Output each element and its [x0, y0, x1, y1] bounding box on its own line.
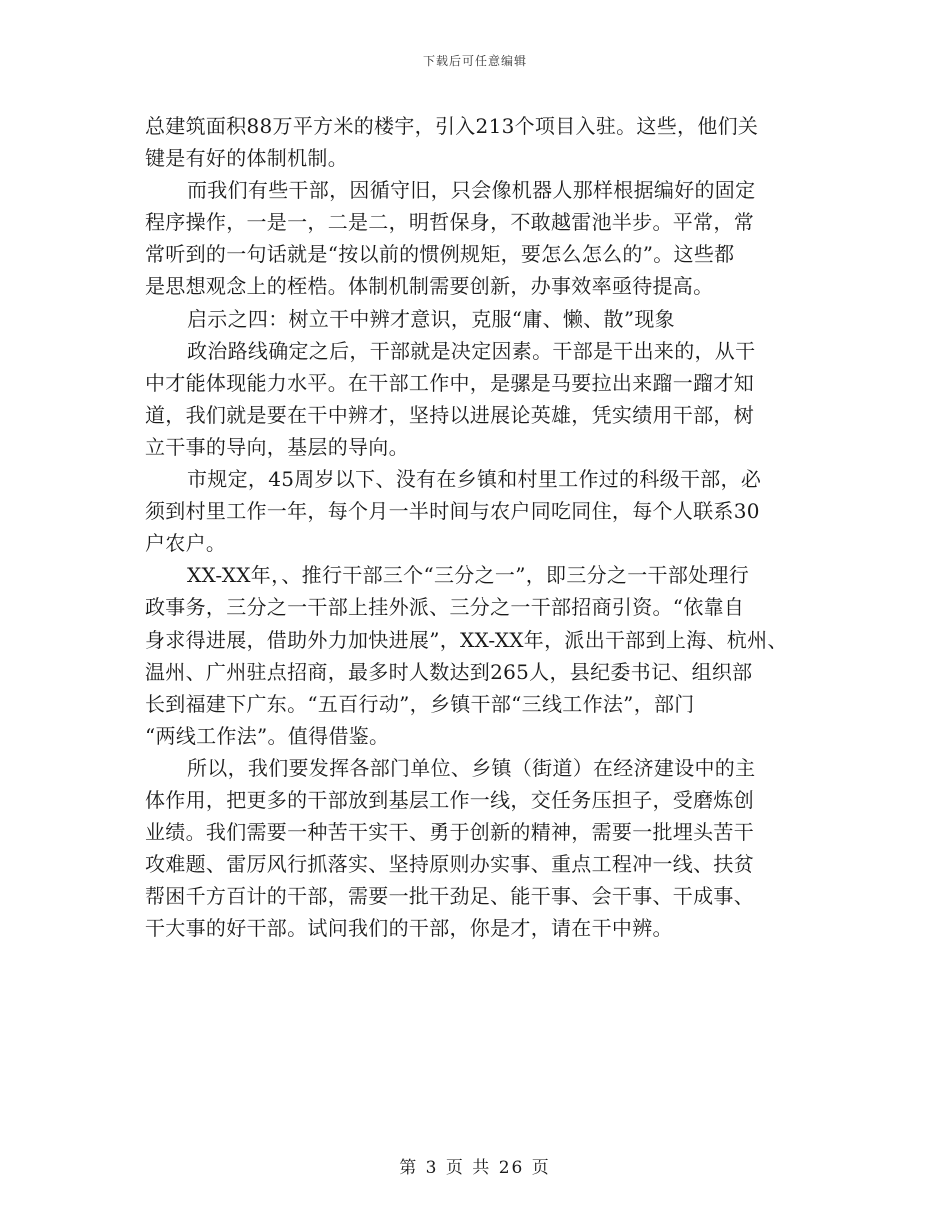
body-line: 长到福建下广东。“五百行动”，乡镇干部“三线工作法”，部门 [145, 691, 695, 716]
body-line: 政治路线确定之后，干部就是决定因素。干部是干出来的，从干 [187, 338, 756, 363]
body-line: 是思想观念上的桎梏。体制机制需要创新，办事效率亟待提高。 [145, 274, 714, 299]
body-line: 体作用，把更多的干部放到基层工作一线，交任务压担子，受磨炼创 [145, 787, 754, 812]
section-heading: 启示之四：树立干中辨才意识，克服“庸、懒、散”现象 [187, 306, 675, 331]
body-line: 中才能体现能力水平。在干部工作中，是骡是马要拉出来蹓一蹓才知 [145, 370, 754, 395]
body-line: 攻难题、雷厉风行抓落实、坚持原则办实事、重点工程冲一线、扶贫 [145, 852, 754, 877]
body-line: 户农户。 [145, 531, 227, 556]
body-line: “两线工作法”。值得借鉴。 [145, 723, 390, 748]
body-line: 所以，我们要发挥各部门单位、乡镇（街道）在经济建设中的主 [187, 755, 756, 780]
body-line: 道，我们就是要在干中辨才，坚持以进展论英雄，凭实绩用干部，树 [145, 402, 754, 427]
body-line: 干大事的好干部。试问我们的干部，你是才，请在干中辨。 [145, 916, 673, 941]
body-line: XX-XX年，、推行干部三个“三分之一”，即三分之一干部处理行 [187, 563, 750, 588]
body-line: 政事务，三分之一干部上挂外派、三分之一干部招商引资。“依靠自 [145, 595, 745, 620]
page-header: 下载后可任意编辑 [422, 54, 527, 68]
body-line: 业绩。我们需要一种苦干实干、勇于创新的精神，需要一批埋头苦干 [145, 820, 754, 845]
document-body [145, 110, 815, 944]
body-line: 身求得进展，借助外力加快进展”，XX-XX年，派出干部到上海、杭州、 [145, 627, 788, 652]
body-line: 常听到的一句话就是“按以前的惯例规矩，要怎么怎么的”。这些都 [145, 242, 735, 267]
body-line: 立干事的导向，基层的导向。 [145, 434, 409, 459]
body-line: 帮困千方百计的干部，需要一批干劲足、能干事、会干事、干成事、 [145, 884, 754, 909]
body-line: 温州、广州驻点招商，最多时人数达到265人，县纪委书记、组织部 [145, 659, 753, 684]
body-line: 须到村里工作一年，每个月一半时间与农户同吃同住，每个人联系30 [145, 499, 760, 524]
body-line: 程序操作，一是一，二是二，明哲保身，不敢越雷池半步。平常，常 [145, 210, 754, 235]
body-line: 总建筑面积88万平方米的楼宇，引入213个项目入驻。这些，他们关 [145, 114, 759, 138]
body-line: 市规定，45周岁以下、没有在乡镇和村里工作过的科级干部，必 [187, 467, 762, 492]
body-line: 而我们有些干部，因循守旧，只会像机器人那样根据编好的固定 [187, 178, 756, 203]
body-line: 键是有好的体制机制。 [145, 146, 348, 171]
page-number-footer: 第 3 页 共 26 页 [399, 1158, 551, 1178]
